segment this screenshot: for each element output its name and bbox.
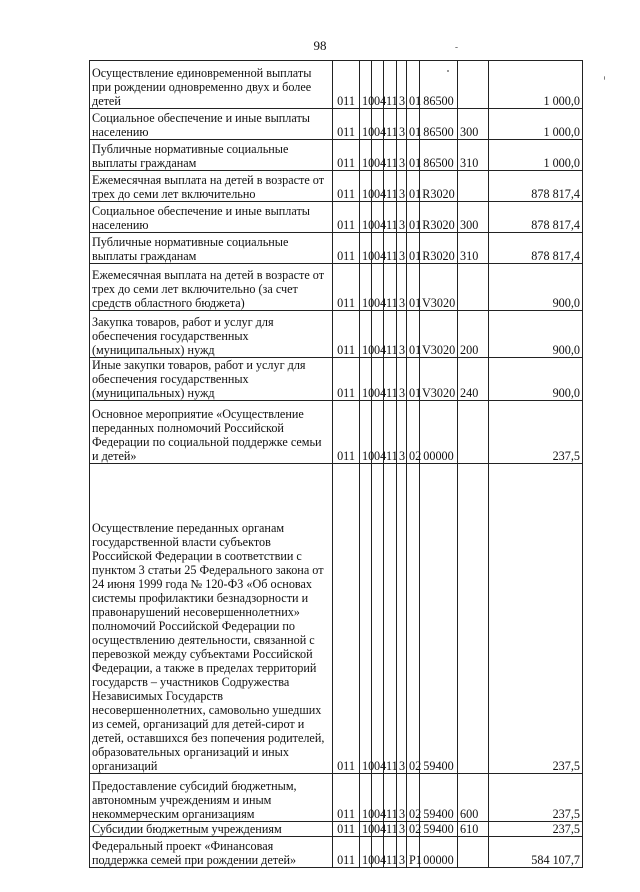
table-row	[90, 233, 583, 264]
cell-direction: 59400	[420, 822, 458, 837]
cell-subprogram: 3	[397, 774, 407, 822]
table-row	[90, 202, 583, 233]
cell-expense-type: 600	[458, 774, 489, 822]
cell-amount: 900,0	[489, 264, 583, 311]
budget-table	[89, 60, 583, 868]
cell-subprogram: 3	[397, 464, 407, 774]
row-name: Федеральный проект «Финансовая поддержка семей при рождении детей»	[90, 837, 333, 868]
cell-program: 11	[384, 822, 397, 837]
cell-direction: V3020	[420, 358, 458, 401]
cell-direction: 00000	[420, 401, 458, 464]
cell-subsection: 04	[372, 822, 384, 837]
cell-expense-type	[458, 401, 489, 464]
cell-amount: 878 817,4	[489, 233, 583, 264]
cell-expense-type: 300	[458, 202, 489, 233]
row-name: Ежемесячная выплата на детей в возрасте от трех до семи лет включительно	[90, 171, 333, 202]
cell-direction: R3020	[420, 202, 458, 233]
cell-program: 11	[384, 837, 397, 868]
row-name: Осуществление переданных органам государственной власти субъектов Российской Федерации в соответствии с пунктом 3 статьи 25 Федерального закона от 24 июня 1999 года № 120-ФЗ «Об основах системы профилактики безнадзорности и правонарушений несовершеннолетних» полномочий Российской Федерации по осуществлению деятельности, связанной с перевозкой между субъектами Российской Федерации, а также в пределах территорий государств – участников Содружества Независимых Государств несовершеннолетних, самовольно ушедших из семей, организаций для детей-сирот и детей, оставшихся без попечения родителей, образовательных организаций и иных организаций	[90, 464, 333, 774]
cell-expense-type: 300	[458, 109, 489, 140]
cell-program: 11	[384, 464, 397, 774]
cell-section: 10	[360, 233, 372, 264]
cell-subsection: 04	[372, 774, 384, 822]
cell-subprogram: 3	[397, 311, 407, 358]
cell-amount: 1 000,0	[489, 109, 583, 140]
cell-subsection: 04	[372, 109, 384, 140]
cell-section: 10	[360, 401, 372, 464]
cell-section: 10	[360, 358, 372, 401]
cell-subsection: 04	[372, 464, 384, 774]
cell-expense-type	[458, 464, 489, 774]
cell-direction: 59400	[420, 464, 458, 774]
row-name: Социальное обеспечение и иные выплаты населению	[90, 202, 333, 233]
cell-program: 11	[384, 233, 397, 264]
row-name: Публичные нормативные социальные выплаты гражданам	[90, 233, 333, 264]
cell-direction: V3020	[420, 311, 458, 358]
cell-event: 02	[407, 774, 420, 822]
cell-amount: 878 817,4	[489, 171, 583, 202]
cell-amount: 237,5	[489, 774, 583, 822]
cell-section: 10	[360, 774, 372, 822]
cell-amount: 237,5	[489, 401, 583, 464]
cell-subsection: 04	[372, 140, 384, 171]
cell-subprogram: 3	[397, 358, 407, 401]
page-number: 98	[313, 38, 327, 53]
cell-expense-type: 310	[458, 233, 489, 264]
cell-direction: 00000	[420, 837, 458, 868]
table-row	[90, 464, 583, 774]
cell-amount: 1 000,0	[489, 61, 583, 109]
cell-grbs: 011	[333, 264, 360, 311]
cell-program: 11	[384, 140, 397, 171]
row-name: Ежемесячная выплата на детей в возрасте от трех до семи лет включительно (за счет средств областного бюджета)	[90, 264, 333, 311]
cell-event: 01	[407, 358, 420, 401]
row-name: Публичные нормативные социальные выплаты гражданам	[90, 140, 333, 171]
cell-grbs: 011	[333, 358, 360, 401]
cell-grbs: 011	[333, 837, 360, 868]
table-row	[90, 774, 583, 822]
cell-direction: 86500	[420, 109, 458, 140]
cell-event: 02	[407, 401, 420, 464]
table-row	[90, 264, 583, 311]
cell-section: 10	[360, 822, 372, 837]
cell-event: 02	[407, 822, 420, 837]
cell-subprogram: 3	[397, 233, 407, 264]
cell-grbs: 011	[333, 109, 360, 140]
cell-subsection: 04	[372, 264, 384, 311]
row-name: Субсидии бюджетным учреждениям	[90, 822, 333, 837]
cell-event: 01	[407, 202, 420, 233]
cell-subprogram: 3	[397, 837, 407, 868]
cell-section: 10	[360, 61, 372, 109]
cell-direction: 59400	[420, 774, 458, 822]
cell-amount: 900,0	[489, 311, 583, 358]
row-name: Предоставление субсидий бюджетным, автономным учреждениям и иным некоммерческим организациям	[90, 774, 333, 822]
cell-amount: 1 000,0	[489, 140, 583, 171]
cell-subsection: 04	[372, 171, 384, 202]
cell-amount: 878 817,4	[489, 202, 583, 233]
cell-event: 01	[407, 61, 420, 109]
cell-program: 11	[384, 401, 397, 464]
cell-direction: R3020	[420, 171, 458, 202]
cell-amount: 237,5	[489, 464, 583, 774]
cell-subsection: 04	[372, 837, 384, 868]
table-row	[90, 171, 583, 202]
cell-subprogram: 3	[397, 140, 407, 171]
cell-expense-type	[458, 837, 489, 868]
scan-speck	[604, 76, 605, 80]
cell-event: 01	[407, 264, 420, 311]
table-row	[90, 358, 583, 401]
cell-program: 11	[384, 109, 397, 140]
cell-section: 10	[360, 311, 372, 358]
cell-event: 01	[407, 233, 420, 264]
cell-program: 11	[384, 311, 397, 358]
row-name: Социальное обеспечение и иные выплаты населению	[90, 109, 333, 140]
cell-amount: 237,5	[489, 822, 583, 837]
cell-expense-type: 240	[458, 358, 489, 401]
cell-subsection: 04	[372, 233, 384, 264]
cell-subsection: 04	[372, 358, 384, 401]
cell-event: 01	[407, 311, 420, 358]
cell-subprogram: 3	[397, 171, 407, 202]
cell-program: 11	[384, 264, 397, 311]
cell-grbs: 011	[333, 401, 360, 464]
table-row	[90, 837, 583, 868]
cell-event: P1	[407, 837, 420, 868]
cell-program: 11	[384, 774, 397, 822]
row-name: Закупка товаров, работ и услуг для обеспечения государственных (муниципальных) нужд	[90, 311, 333, 358]
cell-subprogram: 3	[397, 109, 407, 140]
row-name: Основное мероприятие «Осуществление переданных полномочий Российской Федерации по социальной поддержке семьи и детей»	[90, 401, 333, 464]
cell-grbs: 011	[333, 233, 360, 264]
scan-speck	[447, 70, 449, 72]
cell-grbs: 011	[333, 464, 360, 774]
cell-event: 02	[407, 464, 420, 774]
row-name: Иные закупки товаров, работ и услуг для обеспечения государственных (муниципальных) нужд	[90, 358, 333, 401]
scan-speck	[455, 47, 458, 48]
cell-section: 10	[360, 837, 372, 868]
cell-subsection: 04	[372, 401, 384, 464]
cell-section: 10	[360, 264, 372, 311]
cell-expense-type: 610	[458, 822, 489, 837]
table-row	[90, 140, 583, 171]
cell-section: 10	[360, 140, 372, 171]
table-row	[90, 61, 583, 109]
cell-grbs: 011	[333, 311, 360, 358]
cell-expense-type: 200	[458, 311, 489, 358]
cell-grbs: 011	[333, 822, 360, 837]
cell-expense-type	[458, 171, 489, 202]
cell-expense-type: 310	[458, 140, 489, 171]
cell-subsection: 04	[372, 202, 384, 233]
cell-grbs: 011	[333, 171, 360, 202]
cell-subprogram: 3	[397, 264, 407, 311]
cell-expense-type	[458, 61, 489, 109]
cell-subprogram: 3	[397, 61, 407, 109]
row-name: Осуществление единовременной выплаты при рождении одновременно двух и более детей	[90, 61, 333, 109]
cell-direction: R3020	[420, 233, 458, 264]
cell-direction: 86500	[420, 61, 458, 109]
cell-grbs: 011	[333, 140, 360, 171]
table-body	[90, 61, 583, 868]
cell-event: 01	[407, 109, 420, 140]
cell-grbs: 011	[333, 774, 360, 822]
cell-amount: 584 107,7	[489, 837, 583, 868]
cell-subprogram: 3	[397, 822, 407, 837]
cell-amount: 900,0	[489, 358, 583, 401]
cell-direction: V3020	[420, 264, 458, 311]
cell-section: 10	[360, 464, 372, 774]
cell-event: 01	[407, 171, 420, 202]
cell-subsection: 04	[372, 311, 384, 358]
cell-subsection: 04	[372, 61, 384, 109]
cell-event: 01	[407, 140, 420, 171]
cell-section: 10	[360, 109, 372, 140]
cell-section: 10	[360, 171, 372, 202]
cell-section: 10	[360, 202, 372, 233]
table-row	[90, 109, 583, 140]
cell-program: 11	[384, 171, 397, 202]
cell-expense-type	[458, 264, 489, 311]
cell-program: 11	[384, 358, 397, 401]
cell-direction: 86500	[420, 140, 458, 171]
table-row	[90, 311, 583, 358]
cell-grbs: 011	[333, 202, 360, 233]
table-row	[90, 822, 583, 837]
cell-subprogram: 3	[397, 202, 407, 233]
cell-grbs: 011	[333, 61, 360, 109]
cell-subprogram: 3	[397, 401, 407, 464]
cell-program: 11	[384, 61, 397, 109]
cell-program: 11	[384, 202, 397, 233]
table-row	[90, 401, 583, 464]
